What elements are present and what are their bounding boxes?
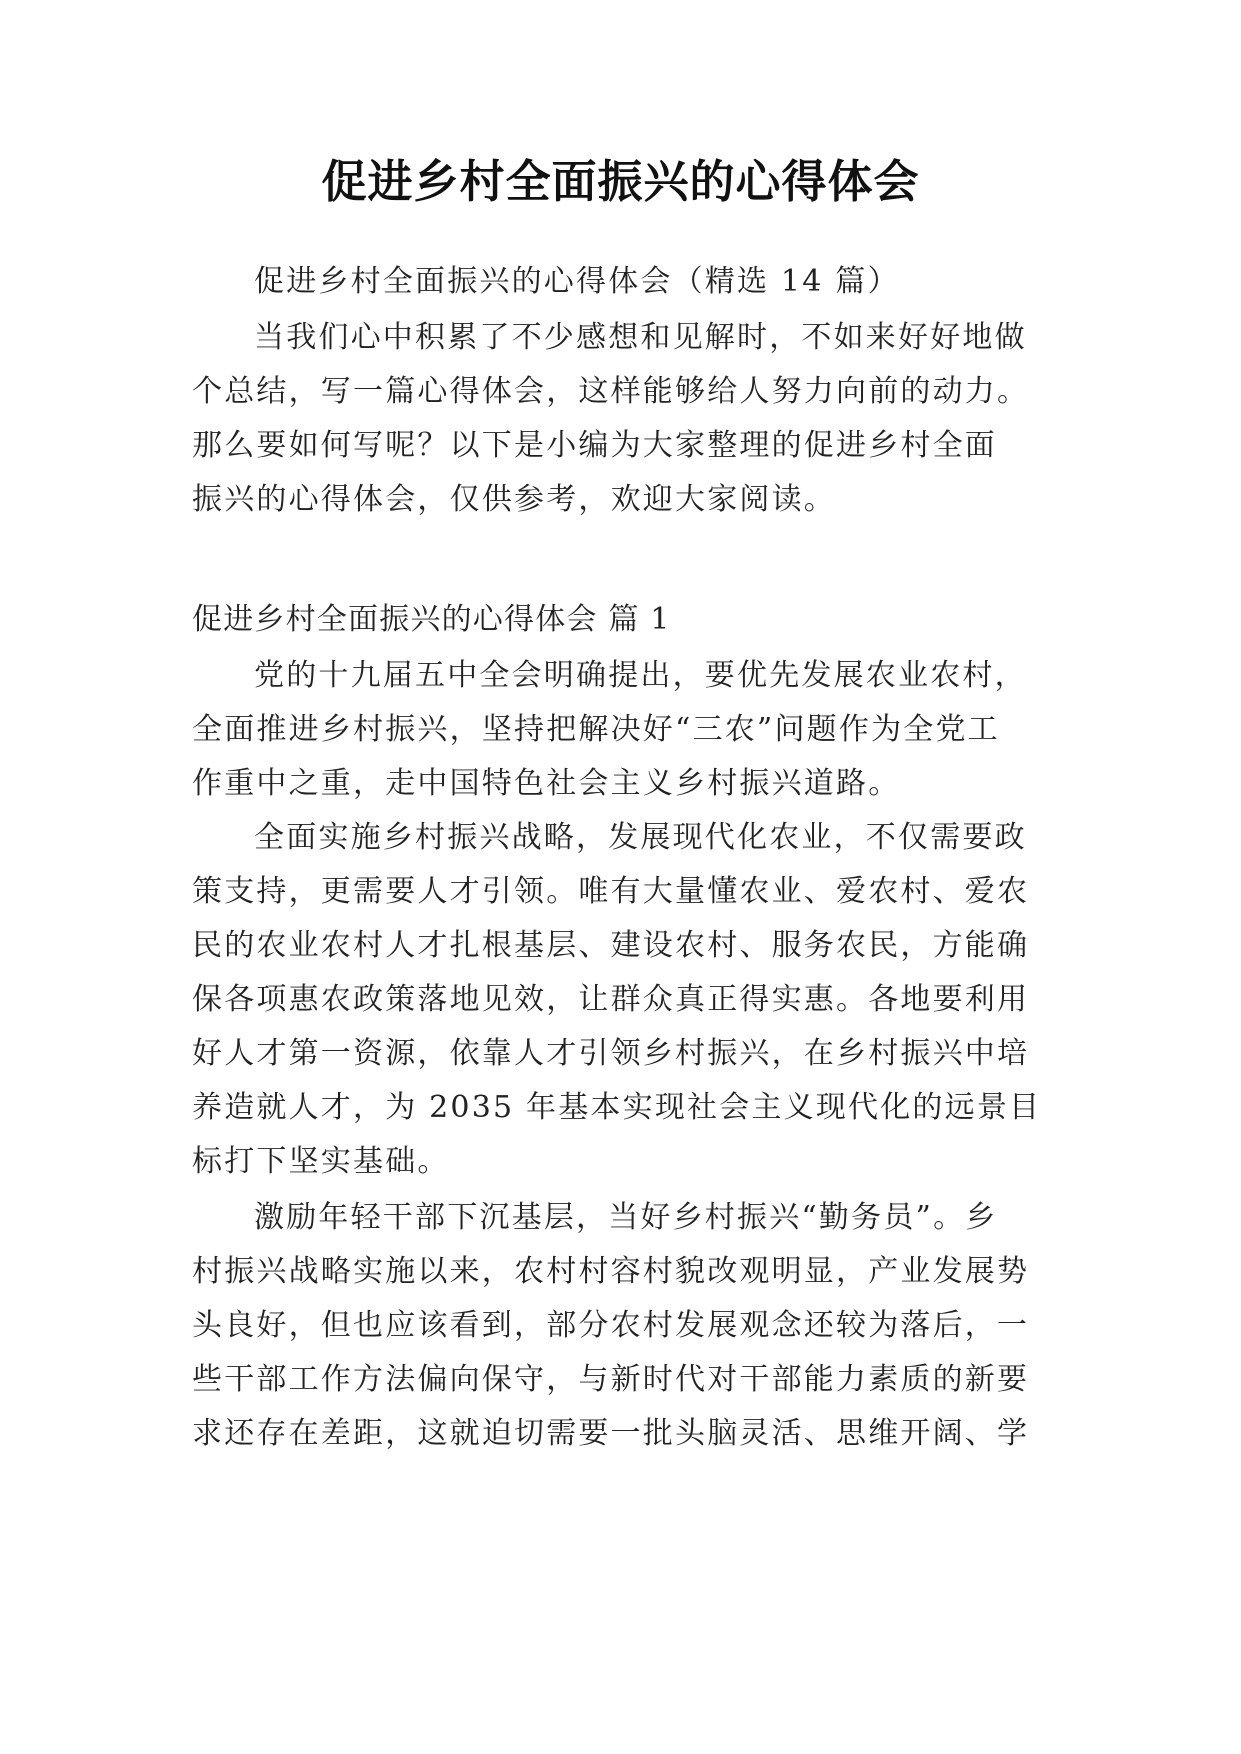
body-line: 保各项惠农政策落地见效，让群众真正得实惠。各地要利用	[192, 982, 1030, 1017]
body-line: 头良好，但也应该看到，部分农村发展观念还较为落后，一	[192, 1308, 1030, 1343]
body-line: 求还存在差距，这就迫切需要一批头脑灵活、思维开阔、学	[192, 1416, 1030, 1451]
body-line: 养造就人才，为 2035 年基本实现社会主义现代化的远景目	[192, 1090, 1042, 1125]
document-title: 促进乡村全面振兴的心得体会	[321, 155, 920, 208]
body-line: 策支持，更需要人才引领。唯有大量懂农业、爱农村、爱农	[192, 874, 1030, 909]
body-line: 振兴的心得体会，仅供参考，欢迎大家阅读。	[192, 482, 836, 517]
body-line: 些干部工作方法偏向保守，与新时代对干部能力素质的新要	[192, 1362, 1030, 1397]
body-line: 民的农业农村人才扎根基层、建设农村、服务农民，方能确	[192, 928, 1030, 963]
body-line: 全面推进乡村振兴，坚持把解决好“三农”问题作为全党工	[192, 712, 1000, 747]
body-line: 党的十九届五中全会明确提出，要优先发展农业农村，	[254, 658, 1027, 693]
section-heading: 促进乡村全面振兴的心得体会 篇 1	[192, 602, 671, 637]
body-line: 那么要如何写呢？以下是小编为大家整理的促进乡村全面	[192, 428, 997, 463]
body-line: 激励年轻干部下沉基层，当好乡村振兴“勤务员”。乡	[254, 1200, 998, 1235]
body-line: 好人才第一资源，依靠人才引领乡村振兴，在乡村振兴中培	[192, 1036, 1030, 1071]
body-line: 当我们心中积累了不少感想和见解时，不如来好好地做	[254, 320, 1027, 355]
body-line: 作重中之重，走中国特色社会主义乡村振兴道路。	[192, 766, 901, 801]
body-line: 全面实施乡村振兴战略，发展现代化农业，不仅需要政	[254, 820, 1027, 855]
body-line: 村振兴战略实施以来，农村村容村貌改观明显，产业发展势	[192, 1254, 1030, 1289]
body-line: 个总结，写一篇心得体会，这样能够给人努力向前的动力。	[192, 374, 1030, 409]
body-line: 标打下坚实基础。	[192, 1144, 450, 1179]
subtitle-line: 促进乡村全面振兴的心得体会（精选 14 篇）	[254, 264, 900, 299]
